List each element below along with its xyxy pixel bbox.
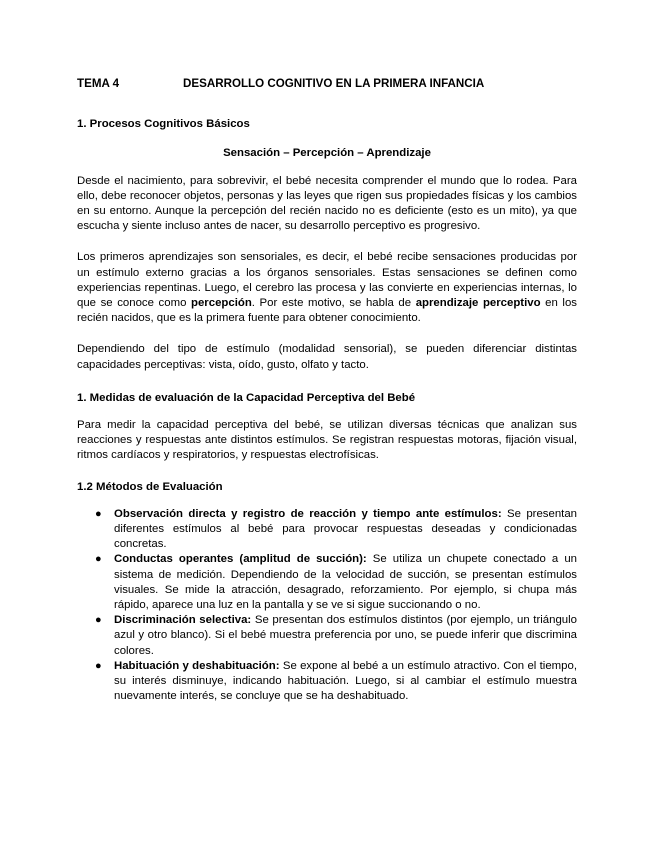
- method-title: Habituación y deshabituación:: [114, 659, 280, 672]
- bullet-icon: ●: [95, 553, 102, 566]
- list-item: [77, 659, 577, 705]
- term-aprendizaje-perceptivo: aprendizaje perceptivo: [415, 297, 541, 310]
- method-text: Se utiliza un chupete conectado a un sistema de medición. Dependiendo de la velocidad de succión, se presentan estímulos visuales. Se mide la atracción, desagrado, reforzamiento. Por ejemplo, si chupa más rápido, aparece una luz en la pantalla y se ve si sigue succionando o no.: [114, 553, 577, 612]
- method-text: Se presentan dos estímulos distintos (por ejemplo, un triángulo azul y otro blanco). Si el bebé muestra preferencia por uno, se puede inferir que discrimina colores.: [114, 614, 577, 657]
- list-item: [77, 552, 577, 613]
- document-header: [77, 76, 577, 91]
- list-item: [77, 507, 577, 553]
- section-heading-procesos: 1. Procesos Cognitivos Básicos: [77, 118, 250, 131]
- term-percepcion: percepción: [191, 297, 252, 310]
- topic-number: TEMA 4: [77, 77, 120, 90]
- document-title: DESARROLLO COGNITIVO EN LA PRIMERA INFANCIA: [183, 77, 485, 90]
- paragraph-medidas: Para medir la capacidad perceptiva del bebé, se utilizan diversas técnicas que analizan sus reacciones y respuestas ante distintos estímulos. Se registran respuestas motoras, fijación visual, ritmos cardíacos y respiratorios, y respuestas electrofísicas.: [77, 419, 577, 462]
- method-title: Conductas operantes (amplitud de succión):: [114, 553, 367, 566]
- document-page: [77, 76, 577, 705]
- method-title: Discriminación selectiva:: [114, 614, 252, 627]
- paragraph-capacidades: Dependiendo del tipo de estímulo (modalidad sensorial), se pueden diferenciar distintas capacidades perceptivas: vista, oído, gusto, olfato y tacto.: [77, 343, 577, 371]
- method-text: Se expone al bebé a un estímulo atractivo. Con el tiempo, su interés disminuye, indicando habituación. Luego, si al cambiar el estímulo muestra nuevamente interés, se concluye que se ha deshabituado.: [114, 659, 578, 703]
- bullet-icon: ●: [95, 614, 102, 627]
- method-text: Se presentan diferentes estímulos al bebé para provocar respuestas deseadas y condicionadas concretas.: [114, 507, 577, 551]
- paragraph-nacimiento: Desde el nacimiento, para sobrevivir, el bebé necesita comprender el mundo que lo rodea. Para ello, debe reconocer objetos, personas y las leyes que rigen sus propiedades físicas y los cambios en su entorno. Aunque la percepción del recién nacido no es deficiente (esto es un mito), ya que escucha y siente incluso antes de nacer, su desarrollo perceptivo es progresivo.: [77, 174, 577, 233]
- section-heading-metodos: 1.2 Métodos de Evaluación: [77, 480, 223, 493]
- paragraph-aprendizajes: [77, 250, 577, 326]
- bullet-icon: ●: [95, 659, 102, 672]
- method-title: Observación directa y registro de reacción y tiempo ante estímulos:: [114, 507, 502, 520]
- section-subheading: Sensación – Percepción – Aprendizaje: [223, 147, 431, 160]
- para-text: . Por este motivo, se habla de: [251, 297, 416, 310]
- list-item: [77, 613, 577, 659]
- section-heading-medidas: 1. Medidas de evaluación de la Capacidad Perceptiva del Bebé: [77, 391, 416, 404]
- para-text: Los primeros aprendizajes son sensoriales, es decir, el bebé recibe sensaciones producidas por un estímulo externo gracias a los órganos sensoriales. Estas sensaciones se definen como experiencias repentinas. Luego, el cerebro las procesa y las convierte en experiencias internas, lo que se conoce como: [77, 251, 577, 310]
- bullet-icon: ●: [95, 507, 102, 520]
- methods-list: [77, 507, 577, 705]
- para-text: en los recién nacidos, que es la primera fuente para obtener conocimiento.: [77, 297, 577, 325]
